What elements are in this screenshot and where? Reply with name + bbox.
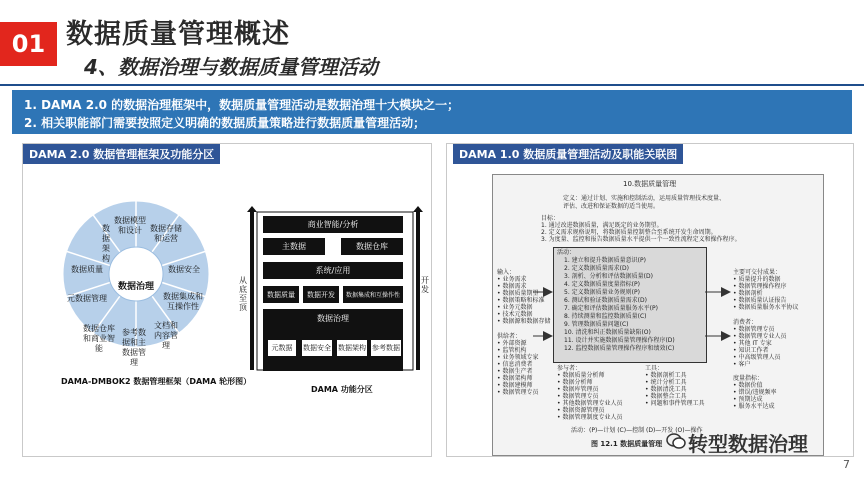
supplier-item: • 监管机构	[497, 347, 527, 354]
wheel-segment-4: 数据集成和互操作性	[163, 292, 203, 311]
activity-12: 12. 监控数据质量管理操作程序和绩效(C)	[564, 345, 675, 352]
activity-3: 3. 剖析、分析和评估数据质量(D)	[564, 273, 653, 280]
participant-item: • 数据管理制度专业人员	[557, 414, 623, 421]
scan-definition-2: 评估、改进和保证数据的适当使用。	[563, 203, 660, 210]
output-item: • 数据剖析	[733, 290, 763, 297]
tool-item: • 数据整合工具	[645, 393, 687, 400]
metric-item: 度量指标：	[733, 375, 764, 382]
figure-caption: 图 12.1 数据质量管理	[591, 440, 663, 448]
wheel-center-label: 数据治理	[118, 282, 155, 292]
page-number: 7	[843, 458, 850, 471]
activity-2: 2. 定义数据质量需求(D)	[564, 265, 629, 272]
activity-7: 7. 确定和评估数据质量服务水平(P)	[564, 305, 658, 312]
zone-data-architecture: 数据架构	[336, 339, 368, 357]
input-item: • 数据策略和标准	[497, 297, 545, 304]
consumer-item: • 知识工作者	[733, 347, 769, 354]
wheel-segment-1: 数据模型和设计	[114, 216, 146, 235]
wechat-icon	[666, 432, 686, 450]
consumer-item: • 客户	[733, 361, 751, 368]
scan-goals-1: 1. 通过改进数据质量，满足既定的业务期望。	[541, 222, 663, 229]
metric-item: • 服务水平达成	[733, 403, 775, 410]
zone-data-warehouse: 数据仓库	[341, 238, 403, 255]
tool-item: • 数据清洗工具	[645, 386, 687, 393]
supplier-item: • 数据建模师	[497, 382, 533, 389]
banner-line-1: 1. DAMA 2.0 的数据治理框架中，数据质量管理活动是数据治理十大模块之一；	[24, 98, 460, 112]
scan-goals-2: 2. 定义需求规格说明，将数据质量控制整合至系统开发生命周期。	[541, 229, 717, 236]
output-item: • 质量提升的数据	[733, 276, 781, 283]
activity-5: 5. 定义数据质量业务规则(P)	[564, 289, 640, 296]
input-item: • 数据质量期望	[497, 290, 539, 297]
left-arrow-label: 从底至顶	[239, 276, 247, 312]
participant-item: 参与者：	[557, 365, 582, 372]
metric-item: • 数据价值	[733, 382, 763, 389]
wheel-caption: DAMA-DMBOK2 数据管理框架（DAMA 轮形图）	[61, 377, 252, 386]
participant-item: • 数据质量分析师	[557, 372, 605, 379]
tool-item: • 问题和事件管理工具	[645, 400, 705, 407]
wheel-segment-3: 数据安全	[168, 265, 200, 274]
wheel-segment-10: 数据架构	[102, 224, 110, 263]
scan-title: 10.数据质量管理	[623, 180, 677, 188]
scan-goals-0: 目标：	[541, 215, 560, 222]
zone-governance-label: 数据治理	[317, 314, 349, 323]
consumer-item: • 其他 IT 专家	[733, 340, 772, 347]
wheel-segment-7: 数据仓库和商业智能	[83, 324, 115, 353]
participant-item: • 数据管理专员	[557, 393, 599, 400]
activity-legend: 活动：(P)—计划 (C)—控制 (D)—开发 (O)—操作	[571, 427, 703, 434]
activity-9: 9. 管理数据质量问题(C)	[564, 321, 629, 328]
right-panel-header: DAMA 1.0 数据质量管理活动及职能关联图	[453, 144, 683, 164]
dama1-diagram-scan	[492, 174, 824, 456]
input-item: • 数据需求	[497, 283, 527, 290]
participant-item: • 数据库管理员	[557, 386, 599, 393]
zone-bi-analytics: 商业智能/分析	[263, 216, 403, 233]
zone-data-quality: 数据质量	[263, 286, 299, 303]
scan-definition-1: 定义：通过计划、实施和控制活动，运用质量管理技术度量、	[563, 195, 726, 202]
left-panel	[22, 143, 432, 457]
page-subtitle: 4、数据治理与数据质量管理活动	[84, 55, 378, 79]
participant-item: • 数据分析师	[557, 379, 593, 386]
supplier-item: • 数据架构师	[497, 375, 533, 382]
participant-item: • 数据资源管理员	[557, 407, 605, 414]
input-item: 输入：	[497, 269, 516, 276]
metric-item: • 预期达成	[733, 396, 763, 403]
activities-title: 活动：	[557, 249, 576, 256]
supplier-item: • 数据管理专员	[497, 389, 539, 396]
output-item: • 数据质量服务水平协议	[733, 304, 799, 311]
input-item: • 数据源和数据存储	[497, 318, 551, 325]
zone-master-data: 主数据	[263, 238, 325, 255]
consumer-item: 消费者：	[733, 319, 758, 326]
metric-item: • 错误/违规频率	[733, 389, 777, 396]
zone-reference-data: 参考数据	[370, 339, 402, 357]
supplier-item: • 数据生产者	[497, 368, 533, 375]
zone-metadata: 元数据	[267, 339, 297, 357]
summary-banner	[12, 90, 852, 134]
supplier-item: • 信息消费者	[497, 361, 533, 368]
participant-item: • 其他数据管理专业人员	[557, 400, 623, 407]
zone-systems-apps: 系统/应用	[263, 262, 403, 279]
supplier-item: • 外部资源	[497, 340, 527, 347]
wheel-segment-6: 参考数据和主数据管理	[122, 328, 146, 367]
wheel-segment-5: 文档和内容管理	[154, 321, 178, 350]
supplier-item: 供给者：	[497, 333, 522, 340]
activity-10: 10. 清洗和纠正数据质量缺陷(O)	[564, 329, 651, 336]
tool-item: 工具：	[645, 365, 664, 372]
banner-line-2: 2. 相关职能部门需要按照定义明确的数据质量策略进行数据质量管理活动；	[24, 116, 426, 130]
wheel-segment-2: 数据存储和运营	[150, 224, 182, 243]
section-number-badge: 01	[0, 22, 57, 66]
consumer-item: • 数据管理专员	[733, 326, 775, 333]
zone-data-security: 数据安全	[301, 339, 333, 357]
consumer-item: • 中高级管理人员	[733, 354, 781, 361]
watermark: 转型数据治理	[688, 432, 808, 456]
activity-8: 8. 持续测量和监控数据质量(C)	[564, 313, 647, 320]
activity-6: 6. 测试和验证数据质量需求(D)	[564, 297, 647, 304]
activity-1: 1. 建立和提升数据质量意识(P)	[564, 257, 646, 264]
function-caption: DAMA 功能分区	[311, 385, 373, 394]
input-item: • 业务元数据	[497, 304, 533, 311]
left-panel-header: DAMA 2.0 数据管理框架及功能分区	[23, 144, 220, 164]
wheel-segment-9: 数据质量	[71, 265, 103, 274]
header-divider	[0, 84, 864, 86]
activity-11: 11. 设计并实施数据质量管理操作程序(D)	[564, 337, 675, 344]
input-item: • 业务需求	[497, 276, 527, 283]
input-item: • 技术元数据	[497, 311, 533, 318]
right-arrow-label: 开发	[421, 276, 429, 294]
activity-4: 4. 定义数据质量度量指标(P)	[564, 281, 640, 288]
consumer-item: • 数据管理专业人员	[733, 333, 787, 340]
output-item: • 数据管理操作程序	[733, 283, 787, 290]
tool-item: • 统计分析工具	[645, 379, 687, 386]
tool-item: • 数据剖析工具	[645, 372, 687, 379]
zone-integration: 数据集成和互操作性	[343, 286, 403, 303]
page-title: 数据质量管理概述	[66, 19, 290, 50]
zone-data-dev: 数据开发	[303, 286, 339, 303]
right-panel	[446, 143, 854, 457]
supplier-item: • 业务领域专家	[497, 354, 539, 361]
output-item: 主要可交付成果：	[733, 269, 782, 276]
scan-goals-3: 3. 为度量、监控和报告数据质量水平提供一个一致性流程定义和操作程序。	[541, 236, 741, 243]
output-item: • 数据质量认证报告	[733, 297, 787, 304]
wheel-segment-8: 元数据管理	[67, 294, 107, 303]
